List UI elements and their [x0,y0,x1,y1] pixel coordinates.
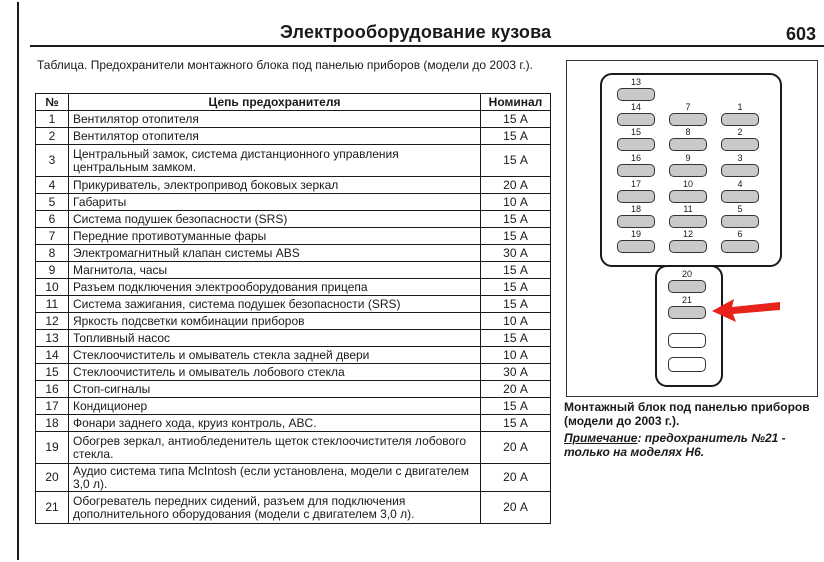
fuse-circuit-cell: Обогрев зеркал, антиобледенитель щеток стеклоочистителя лобового стекла. [69,432,481,464]
fuse-rating-cell: 15 А [481,296,551,313]
fuse-label-14: 14 [630,102,641,112]
fuse-21 [668,306,706,319]
fuse-rating-cell: 20 А [481,177,551,194]
fuse-3 [721,164,759,177]
column-header-circuit: Цепь предохранителя [69,94,481,111]
fuse-label-19: 19 [630,229,641,239]
fuse-number-cell: 14 [36,347,69,364]
fuse-4 [721,190,759,203]
fuse-number-cell: 17 [36,398,69,415]
table-row [36,228,551,245]
fuse-number-cell: 9 [36,262,69,279]
fuse-label-16: 16 [630,153,641,163]
column-header-number: № [36,94,69,111]
table-row [36,145,551,177]
fuse-label-21: 21 [681,295,692,305]
table-row [36,398,551,415]
fuse-circuit-cell: Яркость подсветки комбинации приборов [69,313,481,330]
fuse-rating-cell: 15 А [481,398,551,415]
fuse-label-15: 15 [630,127,641,137]
table-row [36,279,551,296]
fuse-label-9: 9 [685,153,691,163]
fuse-circuit-cell: Вентилятор отопителя [69,111,481,128]
fuse-circuit-cell: Магнитола, часы [69,262,481,279]
fuse-1 [721,113,759,126]
fuse-rating-cell: 20 А [481,492,551,524]
table-row [36,330,551,347]
fuse-number-cell: 4 [36,177,69,194]
fuse-label-12: 12 [682,229,693,239]
table-row [36,211,551,228]
table-row [36,464,551,492]
table-row [36,492,551,524]
fuse-18 [617,215,655,228]
table-row [36,364,551,381]
table-row [36,313,551,330]
table-row [36,194,551,211]
fuse-circuit-cell: Прикуриватель, электропривод боковых зеркал [69,177,481,194]
fuse-circuit-cell: Фонари заднего хода, круиз контроль, ABC. [69,415,481,432]
table-caption: Таблица. Предохранители монтажного блока под панелью приборов (модели до 2003 г.). [37,58,533,72]
fuse-16 [617,164,655,177]
fuse-number-cell: 3 [36,145,69,177]
fuse-20 [668,280,706,293]
fuse-circuit-cell: Центральный замок, система дистанционного управления центральным замком. [69,145,481,177]
fuse-10 [669,190,707,203]
fuse-circuit-cell: Система подушек безопасности (SRS) [69,211,481,228]
fuse-label-7: 7 [685,102,691,112]
fuse-circuit-cell: Стоп-сигналы [69,381,481,398]
fuse-rating-cell: 15 А [481,145,551,177]
fuse-number-cell: 21 [36,492,69,524]
fuse-label-13: 13 [630,77,641,87]
fuse-number-cell: 12 [36,313,69,330]
fuse-number-cell: 8 [36,245,69,262]
fuse-number-cell: 20 [36,464,69,492]
fuse-5 [721,215,759,228]
table-row [36,415,551,432]
table-row [36,432,551,464]
table-row [36,262,551,279]
fuse-number-cell: 5 [36,194,69,211]
fuse-rating-cell: 15 А [481,330,551,347]
fuse-circuit-cell: Обогреватель передних сидений, разъем для подключения дополнительного оборудования (модели с двигателем 3,0 л). [69,492,481,524]
fuse-rating-cell: 10 А [481,313,551,330]
fuse-circuit-cell: Аудио система типа McIntosh (если установлена, модели с двигателем 3,0 л). [69,464,481,492]
fuse-number-cell: 10 [36,279,69,296]
fuse-rating-cell: 20 А [481,432,551,464]
fuse-label-8: 8 [685,127,691,137]
fuse-number-cell: 18 [36,415,69,432]
fuse-number-cell: 11 [36,296,69,313]
fuse-label-11: 11 [683,204,693,214]
fuse-slot-empty [668,333,706,348]
header-rule [30,45,824,47]
fuse-label-1: 1 [737,102,743,112]
fuse-9 [669,164,707,177]
fuse-number-cell: 7 [36,228,69,245]
fuse-circuit-cell: Разъем подключения электрооборудования прицепа [69,279,481,296]
fuse-number-cell: 13 [36,330,69,347]
fuse-label-10: 10 [682,179,693,189]
fuse-14 [617,113,655,126]
fuse-label-2: 2 [737,127,743,137]
fuse-rating-cell: 15 А [481,415,551,432]
fuse-rating-cell: 20 А [481,381,551,398]
table-row [36,296,551,313]
fuse-rating-cell: 10 А [481,347,551,364]
fuse-number-cell: 1 [36,111,69,128]
fuse-19 [617,240,655,253]
note-label: Примечание [564,431,638,445]
note-text: : предохранитель №21 - только на моделях Н6. [564,431,786,459]
fuse-circuit-cell: Вентилятор отопителя [69,128,481,145]
fuse-number-cell: 19 [36,432,69,464]
fuse-rating-cell: 15 А [481,262,551,279]
fuse-rating-cell: 15 А [481,111,551,128]
fuse-circuit-cell: Передние противотуманные фары [69,228,481,245]
fuse-circuit-cell: Стеклоочиститель и омыватель стекла задней двери [69,347,481,364]
fuse-circuit-cell: Кондиционер [69,398,481,415]
table-row [36,347,551,364]
fuse-rating-cell: 30 А [481,245,551,262]
fuse-rating-cell: 20 А [481,464,551,492]
fuse-label-18: 18 [630,204,641,214]
fuse-label-17: 17 [630,179,641,189]
fuse-table [35,93,551,524]
fuse-number-cell: 2 [36,128,69,145]
fuse-circuit-cell: Стеклоочиститель и омыватель лобового стекла [69,364,481,381]
fuse-circuit-cell: Система зажигания, система подушек безопасности (SRS) [69,296,481,313]
fuse-number-cell: 15 [36,364,69,381]
fuse-number-cell: 6 [36,211,69,228]
fuse-label-3: 3 [737,153,743,163]
fuse-rating-cell: 30 А [481,364,551,381]
diagram-note [564,431,819,459]
fuse-rating-cell: 15 А [481,279,551,296]
fuse-17 [617,190,655,203]
fuse-15 [617,138,655,151]
fuse-13 [617,88,655,101]
fuse-7 [669,113,707,126]
table-header-row [36,94,551,111]
fuse-label-20: 20 [681,269,692,279]
red-arrow-icon [712,296,782,322]
table-row [36,381,551,398]
fuse-rating-cell: 10 А [481,194,551,211]
table-row [36,245,551,262]
table-row [36,111,551,128]
fuse-label-4: 4 [737,179,743,189]
table-row [36,128,551,145]
table-row [36,177,551,194]
fuse-8 [669,138,707,151]
fuse-11 [669,215,707,228]
fuse-circuit-cell: Топливный насос [69,330,481,347]
fuse-12 [669,240,707,253]
diagram-caption: Монтажный блок под панелью приборов (модели до 2003 г.). [564,400,810,428]
fuse-rating-cell: 15 А [481,228,551,245]
fuse-label-6: 6 [737,229,743,239]
fuse-label-5: 5 [737,204,743,214]
fuse-circuit-cell: Электромагнитный клапан системы ABS [69,245,481,262]
page-number: 603 [785,24,816,44]
fuse-rating-cell: 15 А [481,211,551,228]
fuse-rating-cell: 15 А [481,128,551,145]
column-header-rating: Номинал [481,94,551,111]
fuse-slot-empty [668,357,706,372]
fuse-6 [721,240,759,253]
page-edge-line [17,2,19,560]
fuse-circuit-cell: Габариты [69,194,481,211]
fuse-2 [721,138,759,151]
page-title: Электрооборудование кузова [280,22,552,42]
fuse-number-cell: 16 [36,381,69,398]
